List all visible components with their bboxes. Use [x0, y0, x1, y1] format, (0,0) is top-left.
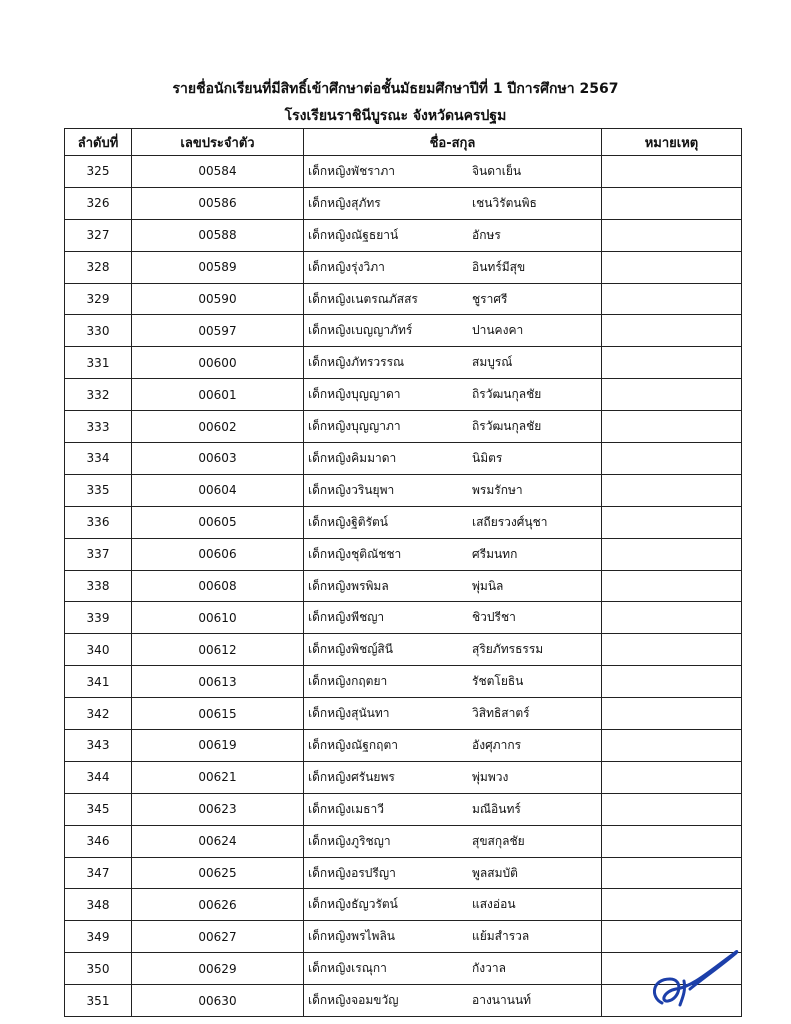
table-row [65, 825, 742, 857]
table-header-row [65, 129, 742, 156]
student-id: 00597 [132, 315, 304, 347]
student-name [304, 825, 602, 857]
order-number: 333 [65, 411, 132, 443]
first-name: เด็กหญิงวรินยุพา [308, 482, 395, 497]
order-number: 326 [65, 187, 132, 219]
student-name [304, 698, 602, 730]
header-remark: หมายเหตุ [602, 129, 742, 156]
student-name [304, 187, 602, 219]
first-name: เด็กหญิงอรปรีญา [308, 865, 396, 880]
table-row [65, 411, 742, 443]
table-row [65, 793, 742, 825]
document-title: รายชื่อนักเรียนที่มีสิทธิ์เข้าศึกษาต่อชั้นมัธยมศึกษาปีที่ 1 ปีการศึกษา 2567 [172, 81, 619, 97]
order-number: 335 [65, 474, 132, 506]
remark [602, 602, 742, 634]
order-number: 330 [65, 315, 132, 347]
last-name: ศรีมนทก [472, 546, 518, 561]
remark [602, 570, 742, 602]
table-row [65, 187, 742, 219]
first-name: เด็กหญิงเบญญาภัทร์ [308, 323, 413, 338]
first-name: เด็กหญิงเมธาวี [308, 801, 384, 816]
student-id: 00615 [132, 698, 304, 730]
remark [602, 219, 742, 251]
first-name: เด็กหญิงพัชราภา [308, 163, 396, 178]
student-name [304, 379, 602, 411]
last-name: พุ่มพวง [472, 769, 509, 784]
order-number: 351 [65, 985, 132, 1017]
last-name: วิสิทธิสาตร์ [472, 706, 530, 721]
table-row [65, 474, 742, 506]
student-id: 00619 [132, 730, 304, 762]
table-row [65, 761, 742, 793]
student-name [304, 889, 602, 921]
order-number: 336 [65, 506, 132, 538]
last-name: กังวาล [472, 961, 506, 976]
first-name: เด็กหญิงภูริชญา [308, 833, 391, 848]
signature [640, 935, 750, 1015]
order-number: 325 [65, 156, 132, 188]
order-number: 346 [65, 825, 132, 857]
first-name: เด็กหญิงจอมขวัญ [308, 993, 399, 1008]
table-row [65, 730, 742, 762]
student-id: 00627 [132, 921, 304, 953]
student-id: 00626 [132, 889, 304, 921]
first-name: เด็กหญิงฐิติรัตน์ [308, 514, 389, 529]
student-name [304, 347, 602, 379]
remark [602, 379, 742, 411]
last-name: พุ่มนิล [472, 578, 504, 593]
student-id: 00589 [132, 251, 304, 283]
last-name: ถิรวัฒนกุลชัย [472, 419, 542, 434]
order-number: 343 [65, 730, 132, 762]
first-name: เด็กหญิงณัฐกฤตา [308, 737, 398, 752]
first-name: เด็กหญิงพีชญา [308, 610, 385, 625]
order-number: 347 [65, 857, 132, 889]
last-name: อังศุภากร [472, 737, 522, 752]
last-name: เสถียรวงศ์นุชา [472, 514, 548, 529]
student-table [64, 128, 742, 1017]
table-row [65, 219, 742, 251]
remark [602, 283, 742, 315]
first-name: เด็กหญิงสุนันทา [308, 706, 390, 721]
last-name: อางนานนท์ [472, 993, 532, 1008]
student-name [304, 538, 602, 570]
last-name: เชนวิรัตนพิธ [472, 195, 537, 210]
student-id: 00601 [132, 379, 304, 411]
order-number: 334 [65, 443, 132, 475]
first-name: เด็กหญิงพิชญ์สินี [308, 642, 393, 657]
table-row [65, 538, 742, 570]
student-name [304, 666, 602, 698]
student-id: 00584 [132, 156, 304, 188]
remark [602, 889, 742, 921]
student-id: 00600 [132, 347, 304, 379]
student-name [304, 793, 602, 825]
student-name [304, 570, 602, 602]
first-name: เด็กหญิงคิมมาดา [308, 450, 397, 465]
remark [602, 251, 742, 283]
student-name [304, 506, 602, 538]
last-name: แสงอ่อน [472, 897, 516, 912]
last-name: ชูราศรี [472, 291, 508, 306]
last-name: จินดาเย็น [472, 163, 522, 178]
remark [602, 825, 742, 857]
student-name [304, 985, 602, 1017]
header-order: ลำดับที่ [65, 129, 132, 156]
first-name: เด็กหญิงศรันยพร [308, 769, 395, 784]
student-id: 00603 [132, 443, 304, 475]
student-id: 00624 [132, 825, 304, 857]
table-row [65, 666, 742, 698]
remark [602, 538, 742, 570]
first-name: เด็กหญิงพรไพลิน [308, 929, 396, 944]
student-name [304, 634, 602, 666]
last-name: สุริยภัทรธรรม [472, 642, 544, 657]
first-name: เด็กหญิงรุ่งวิภา [308, 259, 385, 274]
last-name: ชิวปรีชา [472, 610, 516, 625]
last-name: สมบูรณ์ [472, 355, 513, 370]
first-name: เด็กหญิงณัฐธยาน์ [308, 227, 399, 242]
header-student-id: เลขประจำตัว [132, 129, 304, 156]
student-name [304, 156, 602, 188]
table-row [65, 857, 742, 889]
first-name: เด็กหญิงภัทรวรรณ [308, 355, 405, 370]
student-id: 00623 [132, 793, 304, 825]
student-id: 00629 [132, 953, 304, 985]
first-name: เด็กหญิงกฤตยา [308, 674, 388, 689]
first-name: เด็กหญิงชุติณัชชา [308, 546, 402, 561]
school-name: โรงเรียนราชินีบูรณะ จังหวัดนครปฐม [284, 108, 507, 124]
first-name: เด็กหญิงพรพิมล [308, 578, 389, 593]
student-name [304, 857, 602, 889]
student-name [304, 251, 602, 283]
remark [602, 793, 742, 825]
last-name: มณีอินทร์ [472, 801, 521, 816]
table-row [65, 379, 742, 411]
student-id: 00604 [132, 474, 304, 506]
student-id: 00606 [132, 538, 304, 570]
student-name [304, 219, 602, 251]
first-name: เด็กหญิงเนตรณภัสสร [308, 291, 418, 306]
header-name: ชื่อ-สกุล [304, 129, 602, 156]
remark [602, 411, 742, 443]
order-number: 340 [65, 634, 132, 666]
order-number: 349 [65, 921, 132, 953]
order-number: 327 [65, 219, 132, 251]
student-id: 00588 [132, 219, 304, 251]
student-name [304, 953, 602, 985]
student-id: 00605 [132, 506, 304, 538]
remark [602, 698, 742, 730]
student-id: 00610 [132, 602, 304, 634]
first-name: เด็กหญิงธัญวรัตน์ [308, 897, 398, 912]
order-number: 338 [65, 570, 132, 602]
last-name: พรมรักษา [472, 482, 523, 497]
student-name [304, 474, 602, 506]
first-name: เด็กหญิงบุญญาภา [308, 419, 401, 434]
table-row [65, 889, 742, 921]
student-id: 00602 [132, 411, 304, 443]
student-id: 00621 [132, 761, 304, 793]
table-body [65, 156, 742, 1017]
table-row [65, 506, 742, 538]
student-id: 00590 [132, 283, 304, 315]
order-number: 345 [65, 793, 132, 825]
student-name [304, 761, 602, 793]
remark [602, 347, 742, 379]
table-row [65, 156, 742, 188]
remark [602, 506, 742, 538]
order-number: 332 [65, 379, 132, 411]
last-name: แย้มสำรวล [472, 929, 530, 944]
remark [602, 761, 742, 793]
remark [602, 634, 742, 666]
student-name [304, 443, 602, 475]
order-number: 344 [65, 761, 132, 793]
order-number: 341 [65, 666, 132, 698]
student-name [304, 602, 602, 634]
student-name [304, 730, 602, 762]
remark [602, 474, 742, 506]
remark [602, 187, 742, 219]
student-id: 00612 [132, 634, 304, 666]
order-number: 339 [65, 602, 132, 634]
student-name [304, 921, 602, 953]
last-name: พูลสมบัติ [472, 865, 518, 880]
table-row [65, 570, 742, 602]
order-number: 342 [65, 698, 132, 730]
table-row [65, 602, 742, 634]
last-name: ปานคงคา [472, 323, 524, 338]
remark [602, 315, 742, 347]
student-id: 00625 [132, 857, 304, 889]
last-name: อินทร์มีสุข [472, 259, 526, 274]
remark [602, 857, 742, 889]
table-row [65, 443, 742, 475]
student-id: 00608 [132, 570, 304, 602]
order-number: 337 [65, 538, 132, 570]
remark [602, 666, 742, 698]
first-name: เด็กหญิงบุญญาดา [308, 387, 401, 402]
table-row [65, 251, 742, 283]
remark [602, 443, 742, 475]
first-name: เด็กหญิงเรณุกา [308, 961, 387, 976]
student-id: 00613 [132, 666, 304, 698]
first-name: เด็กหญิงสุภัทร [308, 195, 381, 210]
student-name [304, 411, 602, 443]
order-number: 331 [65, 347, 132, 379]
order-number: 348 [65, 889, 132, 921]
student-name [304, 315, 602, 347]
last-name: ถิรวัฒนกุลชัย [472, 387, 542, 402]
order-number: 350 [65, 953, 132, 985]
order-number: 328 [65, 251, 132, 283]
last-name: รัชตโยธิน [472, 674, 524, 689]
student-name [304, 283, 602, 315]
student-id: 00586 [132, 187, 304, 219]
last-name: นิมิตร [472, 450, 503, 465]
table-row [65, 347, 742, 379]
table-row [65, 315, 742, 347]
last-name: อักษร [472, 227, 501, 242]
order-number: 329 [65, 283, 132, 315]
student-id: 00630 [132, 985, 304, 1017]
table-row [65, 283, 742, 315]
table-row [65, 634, 742, 666]
remark [602, 156, 742, 188]
table-row [65, 698, 742, 730]
last-name: สุขสกุลชัย [472, 833, 525, 848]
remark [602, 730, 742, 762]
